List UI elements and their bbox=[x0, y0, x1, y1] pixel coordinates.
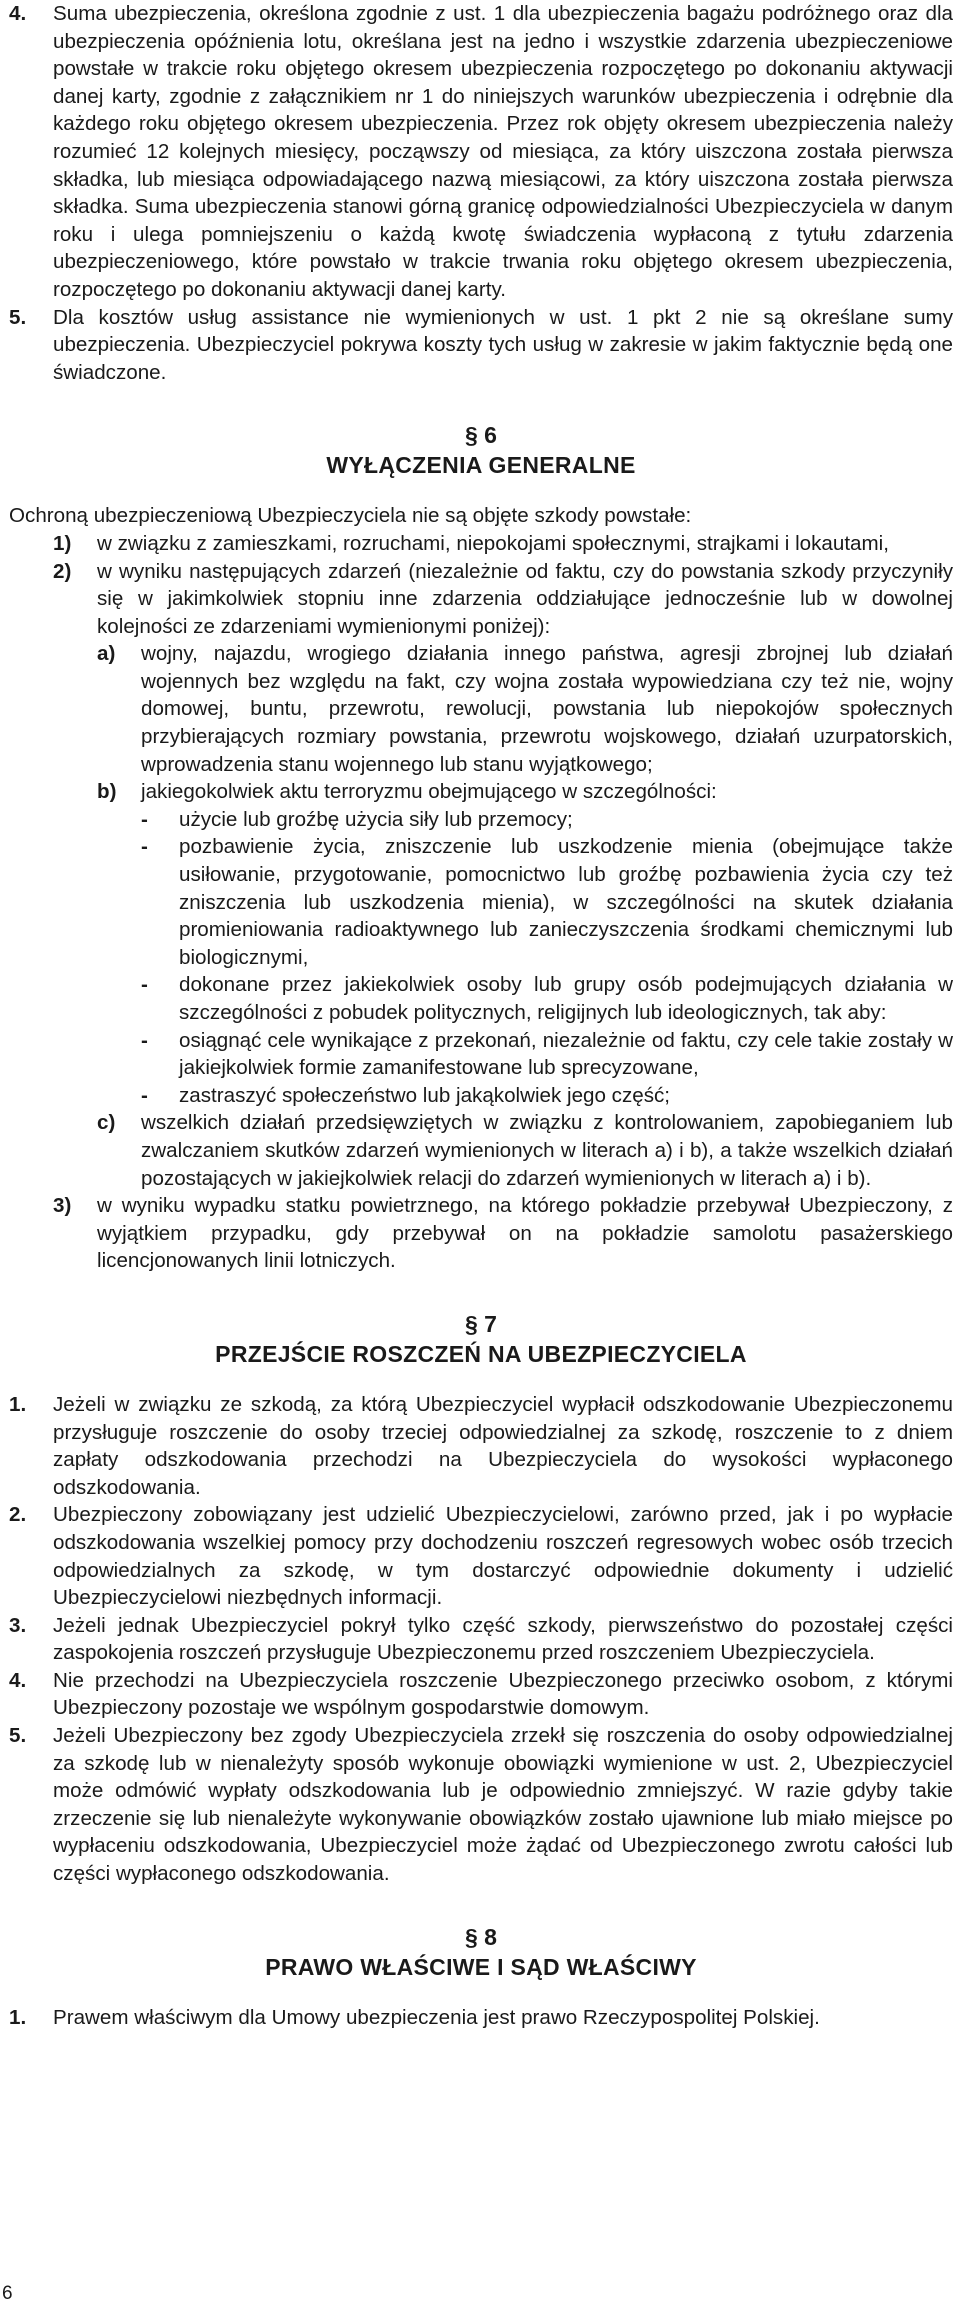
paragraph-number: 2. bbox=[9, 1503, 27, 1527]
paragraph-text: Jeżeli jednak Ubezpieczyciel pokrył tylko część szkody, pierwszeństwo do pozostałej części zaspokojenia roszczeń przysługuje Ubezpieczonemu przed roszczeniem Ubezpieczyciela. bbox=[53, 1613, 953, 1665]
dash-text: pozbawienie życia, zniszczenie lub uszkodzenie mienia (obejmujące także usiłowanie, przygotowanie, pomocnictwo lub groźbę pozbawienia życia czy też zniszczenia lub uszkodzenia mienia), w szczególności na skutek działania promieniowania radioaktywnego lub zanieczyszczenia środkami chemicznymi lub biologicznymi, bbox=[179, 835, 953, 969]
sub-item-letter: c) bbox=[97, 1111, 116, 1135]
sub-item-text: jakiegokolwiek aktu terroryzmu obejmującego w szczególności: bbox=[141, 780, 717, 804]
list-item bbox=[53, 558, 953, 641]
sub-item bbox=[97, 640, 953, 778]
paragraph-text: Jeżeli w związku ze szkodą, za którą Ubezpieczyciel wypłacił odszkodowanie Ubezpieczonemu przysługuje roszczenie do osoby trzeciej odpowiedzialnej za szkodę, roszczenie to z dniem zapłaty odszkodowania przechodzi na Ubezpieczyciela do wysokości wypłaconego odszkodowania. bbox=[53, 1392, 953, 1499]
dash-marker: - bbox=[141, 835, 148, 859]
page-number: 6 bbox=[2, 2283, 13, 2304]
section-heading-8 bbox=[9, 1922, 953, 1982]
dash-text: użycie lub groźbę użycia siły lub przemocy; bbox=[179, 807, 573, 831]
paragraph-text: Nie przechodzi na Ubezpieczyciela roszczenie Ubezpieczonego przeciwko osobom, z którymi Ubezpieczony pozostaje we wspólnym gospodarstwie domowym. bbox=[53, 1668, 953, 1720]
section-sign: § 7 bbox=[465, 1310, 497, 1337]
item-number: 3) bbox=[53, 1194, 72, 1218]
dash-item bbox=[141, 971, 953, 1026]
item-number: 1) bbox=[53, 531, 72, 555]
numbered-paragraph bbox=[9, 1391, 953, 1501]
dash-item bbox=[141, 806, 953, 834]
dash-item bbox=[141, 1027, 953, 1082]
dash-text: osiągnąć cele wynikające z przekonań, niezależnie od faktu, czy cele takie zostały w jakiejkolwiek formie zamanifestowane lub sprecyzowane, bbox=[179, 1028, 953, 1080]
paragraph-number: 5. bbox=[9, 1724, 27, 1748]
section-sign: § 6 bbox=[465, 422, 497, 449]
paragraph-number: 5. bbox=[9, 305, 27, 329]
dash-marker: - bbox=[141, 1028, 148, 1052]
paragraph-number: 1. bbox=[9, 1392, 27, 1416]
list-item bbox=[53, 530, 953, 558]
sub-item bbox=[97, 778, 953, 806]
numbered-paragraph bbox=[9, 1722, 953, 1888]
dash-item bbox=[141, 833, 953, 971]
paragraph-text: Dla kosztów usług assistance nie wymienionych w ust. 1 pkt 2 nie są określane sumy ubezpieczenia. Ubezpieczyciel pokrywa koszty tych usług w zakresie w jakim faktycznie będą one świadczone. bbox=[53, 305, 953, 384]
paragraph-text: Jeżeli Ubezpieczony bez zgody Ubezpieczyciela zrzekł się roszczenia do osoby odpowiedzialnej za szkodę lub w nienależyty sposób wykonuje obowiązki wymienione w ust. 2, Ubezpieczyciel może odmówić wypłaty odszkodowania lub je odpowiednio zmniejszyć. W razie gdyby takie zrzeczenie się lub nienależyte wykonywanie obowiązków zostało ujawnione lub miało miejsce po wypłaceniu odszkodowania, Ubezpieczyciel może żądać od Ubezpieczonego zwrotu całości lub części wypłaconego odszkodowania. bbox=[53, 1724, 953, 1886]
numbered-paragraph bbox=[9, 0, 953, 304]
sub-item-text: wszelkich działań przedsięwziętych w związku z kontrolowaniem, zapobieganiem lub zwalczaniem skutków zdarzeń wymienionych w literach a) i b), a także wszelkich działań pozostających w jakiejkolwiek relacji do zdarzeń wymienionych w literach a) i b). bbox=[141, 1111, 953, 1190]
document-page bbox=[9, 0, 953, 2031]
sub-list bbox=[53, 640, 953, 1192]
section-title: PRAWO WŁAŚCIWE I SĄD WŁAŚCIWY bbox=[265, 1953, 697, 1980]
dash-text: zastraszyć społeczeństwo lub jakąkolwiek jego część; bbox=[179, 1083, 671, 1107]
dash-list bbox=[97, 806, 953, 1110]
dash-marker: - bbox=[141, 973, 148, 997]
sub-item bbox=[97, 1109, 953, 1192]
sub-item-text: wojny, najazdu, wrogiego działania innego państwa, agresji zbrojnej lub działań wojennych bez względu na fakt, czy wojna została wypowiedziana czy też nie, wojny domowej, buntu, przewrotu, rewolucji, powstania lub niepokojów społecznych przybierających rozmiary powstania, przewrotu wojskowego, działań uzurpatorskich, wprowadzenia stanu wojennego lub stanu wyjątkowego; bbox=[141, 642, 953, 776]
item-number: 2) bbox=[53, 559, 72, 583]
dash-marker: - bbox=[141, 807, 148, 831]
dash-text: dokonane przez jakiekolwiek osoby lub grupy osób podejmujących działania w szczególności z pobudek politycznych, religijnych lub ideologicznych, tak aby: bbox=[179, 973, 953, 1024]
sub-item-letter: a) bbox=[97, 642, 116, 666]
dash-item bbox=[141, 1082, 953, 1110]
paragraph-text: Prawem właściwym dla Umowy ubezpieczenia jest prawo Rzeczypospolitej Polskiej. bbox=[53, 2005, 820, 2029]
sub-item-letter: b) bbox=[97, 780, 117, 804]
numbered-paragraph bbox=[9, 1501, 953, 1611]
paragraph-number: 4. bbox=[9, 1668, 27, 1692]
dash-marker: - bbox=[141, 1083, 148, 1107]
item-text: w wyniku wypadku statku powietrznego, na którego pokładzie przebywał Ubezpieczony, z wyjątkiem przypadku, gdy przebywał on na pokładzie samolotu pasażerskiego licencjonowanych linii lotniczych. bbox=[97, 1194, 953, 1273]
exclusion-list bbox=[9, 530, 953, 1275]
section-heading-6 bbox=[9, 420, 953, 480]
section-intro: Ochroną ubezpieczeniową Ubezpieczyciela nie są objęte szkody powstałe: bbox=[9, 504, 692, 528]
numbered-paragraph bbox=[9, 1612, 953, 1667]
section-title: WYŁĄCZENIA GENERALNE bbox=[326, 452, 636, 479]
numbered-paragraph bbox=[9, 304, 953, 387]
paragraph-text: Suma ubezpieczenia, określona zgodnie z ust. 1 dla ubezpieczenia bagażu podróżnego oraz dla ubezpieczenia opóźnienia lotu, określana jest na jedno i wszystkie zdarzenia ubezpieczeniowe powstałe w trakcie roku objętego okresem ubezpieczenia rozpoczętego po dokonaniu aktywacji danej karty, zgodnie z załącznikiem nr 1 do niniejszych warunków ubezpieczenia i odrębnie dla każdego roku objętego okresem ubezpieczenia. Przez rok objęty okresem ubezpieczenia należy rozumieć 12 kolejnych miesięcy, począwszy od miesiąca, za który uiszczona została pierwsza składka, lub miesiąca odpowiadającego nazwą miesiącowi, za który uiszczona została pierwsza składka. Suma ubezpieczenia stanowi górną granicę odpowiedzialności Ubezpieczyciela w danym roku i ulega pomniejszeniu o każdą kwotę świadczenia wypłaconą z tytułu zdarzenia ubezpieczeniowego, które powstało w trakcie trwania roku objętego okresem ubezpieczenia, rozpoczętego po dokonaniu aktywacji danej karty. bbox=[53, 2, 953, 301]
numbered-paragraph bbox=[9, 2004, 953, 2032]
numbered-paragraph bbox=[9, 1667, 953, 1722]
paragraph-number: 3. bbox=[9, 1613, 27, 1637]
item-text: w związku z zamieszkami, rozruchami, niepokojami społecznymi, strajkami i lokautami, bbox=[97, 531, 889, 555]
paragraph-text: Ubezpieczony zobowiązany jest udzielić Ubezpieczycielowi, zarówno przed, jak i po wypłacie odszkodowania wszelkiej pomocy przy dochodzeniu roszczeń regresowych wobec osób trzecich odpowiedzialnych za szkodę, w tym dostarczyć odpowiednie dokumenty i udzielić Ubezpieczycielowi niezbędnych informacji. bbox=[53, 1503, 953, 1610]
section-title: PRZEJŚCIE ROSZCZEŃ NA UBEZPIECZYCIELA bbox=[215, 1340, 747, 1367]
section-heading-7 bbox=[9, 1309, 953, 1369]
item-text: w wyniku następujących zdarzeń (niezależnie od faktu, czy do powstania szkody przyczyniły się w jakimkolwiek stopniu inne zdarzenia oddziałujące jednocześnie lub w dowolnej kolejności ze zdarzeniami wymienionymi poniżej): bbox=[97, 559, 953, 638]
section-sign: § 8 bbox=[465, 1923, 497, 1950]
paragraph-number: 4. bbox=[9, 2, 27, 25]
list-item bbox=[53, 1192, 953, 1275]
paragraph-number: 1. bbox=[9, 2005, 27, 2029]
